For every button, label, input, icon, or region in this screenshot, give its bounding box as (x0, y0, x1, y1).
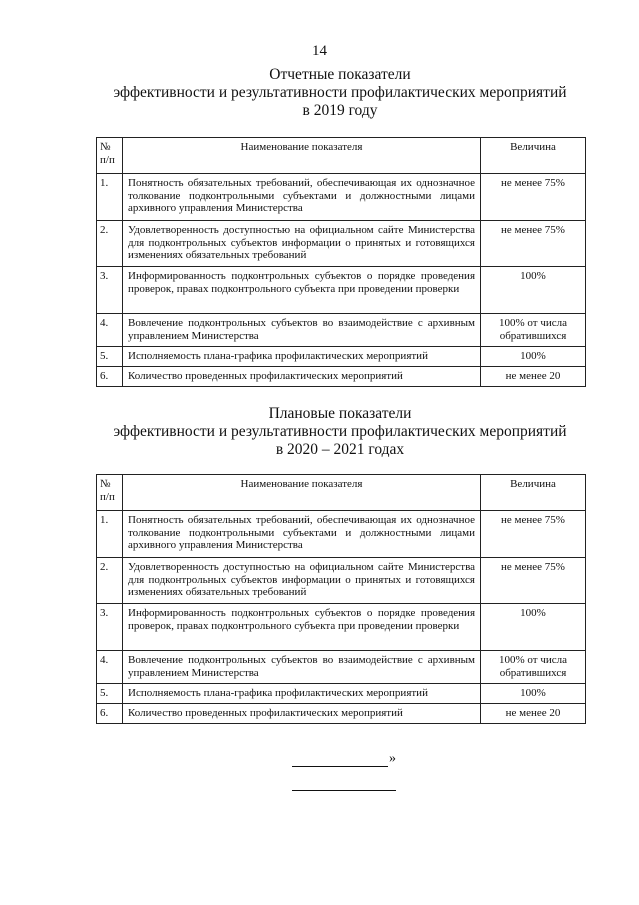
column-header-name: Наименование показателя (123, 475, 481, 511)
row-num: 4. (97, 651, 123, 684)
table-row (97, 651, 586, 684)
row-num: 1. (97, 511, 123, 558)
row-name: Информированность подконтрольных субъектов о порядке проведения проверок, правах подконтрольного субъекта при проведении проверки (123, 267, 481, 314)
row-value: не менее 20 (481, 704, 586, 724)
table-header-row (97, 475, 586, 511)
row-num: 6. (97, 704, 123, 724)
section-1-title-line: Отчетные показатели (269, 66, 411, 83)
row-name: Вовлечение подконтрольных субъектов во взаимодействие с архивным управлением Министерства (123, 651, 481, 684)
table-row (97, 704, 586, 724)
section-2-title-line: в 2020 – 2021 годах (275, 441, 405, 458)
section-2-title-line: Плановые показатели (268, 405, 412, 422)
section-1-title (60, 66, 620, 120)
section-1-title-line: эффективности и результативности профилактических мероприятий (113, 84, 567, 101)
table-row (97, 267, 586, 314)
row-name: Исполняемость плана-графика профилактических мероприятий (123, 347, 481, 367)
table-row (97, 558, 586, 604)
table-header-row (97, 138, 586, 174)
column-header-num: № п/п (97, 138, 123, 174)
row-num: 3. (97, 604, 123, 651)
row-num: 1. (97, 174, 123, 221)
row-value: 100% от числа обратившихся (481, 651, 586, 684)
table-row (97, 511, 586, 558)
table-row (97, 347, 586, 367)
row-value: 100% (481, 347, 586, 367)
underline-blank (292, 766, 388, 767)
row-num: 6. (97, 367, 123, 387)
section-2-title-line: эффективности и результативности профилактических мероприятий (113, 423, 567, 440)
table-row (97, 367, 586, 387)
table-row (97, 174, 586, 221)
table-row (97, 684, 586, 704)
row-name: Понятность обязательных требований, обеспечивающая их однозначное толкование подконтрольными субъектами и должностными лицами архивного управления Министерства (123, 174, 481, 221)
row-name: Понятность обязательных требований, обеспечивающая их однозначное толкование подконтрольными субъектами и должностными лицами архивного управления Министерства (123, 511, 481, 558)
row-name: Удовлетворенность доступностью на официальном сайте Министерства для подконтрольных субъектов информации о принятых и готовящихся изменениях обязательных требований (123, 221, 481, 267)
section-2-title (60, 405, 620, 459)
row-value: не менее 75% (481, 558, 586, 604)
row-name: Количество проведенных профилактических мероприятий (123, 367, 481, 387)
row-num: 5. (97, 684, 123, 704)
row-value: не менее 75% (481, 174, 586, 221)
closing-quote: » (389, 751, 396, 766)
row-name: Исполняемость плана-графика профилактических мероприятий (123, 684, 481, 704)
row-name: Информированность подконтрольных субъектов о порядке проведения проверок, правах подконтрольного субъекта при проведении проверки (123, 604, 481, 651)
page-number: 14 (312, 43, 327, 59)
row-value: 100% (481, 267, 586, 314)
closing-divider (292, 790, 396, 791)
row-name: Количество проведенных профилактических мероприятий (123, 704, 481, 724)
section-2-table (96, 474, 586, 724)
section-1-table (96, 137, 586, 387)
section-1-title-line: в 2019 году (302, 102, 378, 119)
row-value: 100% (481, 684, 586, 704)
row-num: 2. (97, 558, 123, 604)
row-num: 4. (97, 314, 123, 347)
row-value: 100% (481, 604, 586, 651)
row-name: Вовлечение подконтрольных субъектов во взаимодействие с архивным управлением Министерства (123, 314, 481, 347)
row-num: 5. (97, 347, 123, 367)
row-num: 3. (97, 267, 123, 314)
row-name: Удовлетворенность доступностью на официальном сайте Министерства для подконтрольных субъектов информации о принятых и готовящихся изменениях обязательных требований (123, 558, 481, 604)
table-row (97, 221, 586, 267)
row-value: не менее 20 (481, 367, 586, 387)
row-value: не менее 75% (481, 221, 586, 267)
column-header-value: Величина (481, 138, 586, 174)
column-header-value: Величина (481, 475, 586, 511)
column-header-name: Наименование показателя (123, 138, 481, 174)
row-num: 2. (97, 221, 123, 267)
row-value: 100% от числа обратившихся (481, 314, 586, 347)
column-header-num: № п/п (97, 475, 123, 511)
table-row (97, 314, 586, 347)
table-row (97, 604, 586, 651)
row-value: не менее 75% (481, 511, 586, 558)
